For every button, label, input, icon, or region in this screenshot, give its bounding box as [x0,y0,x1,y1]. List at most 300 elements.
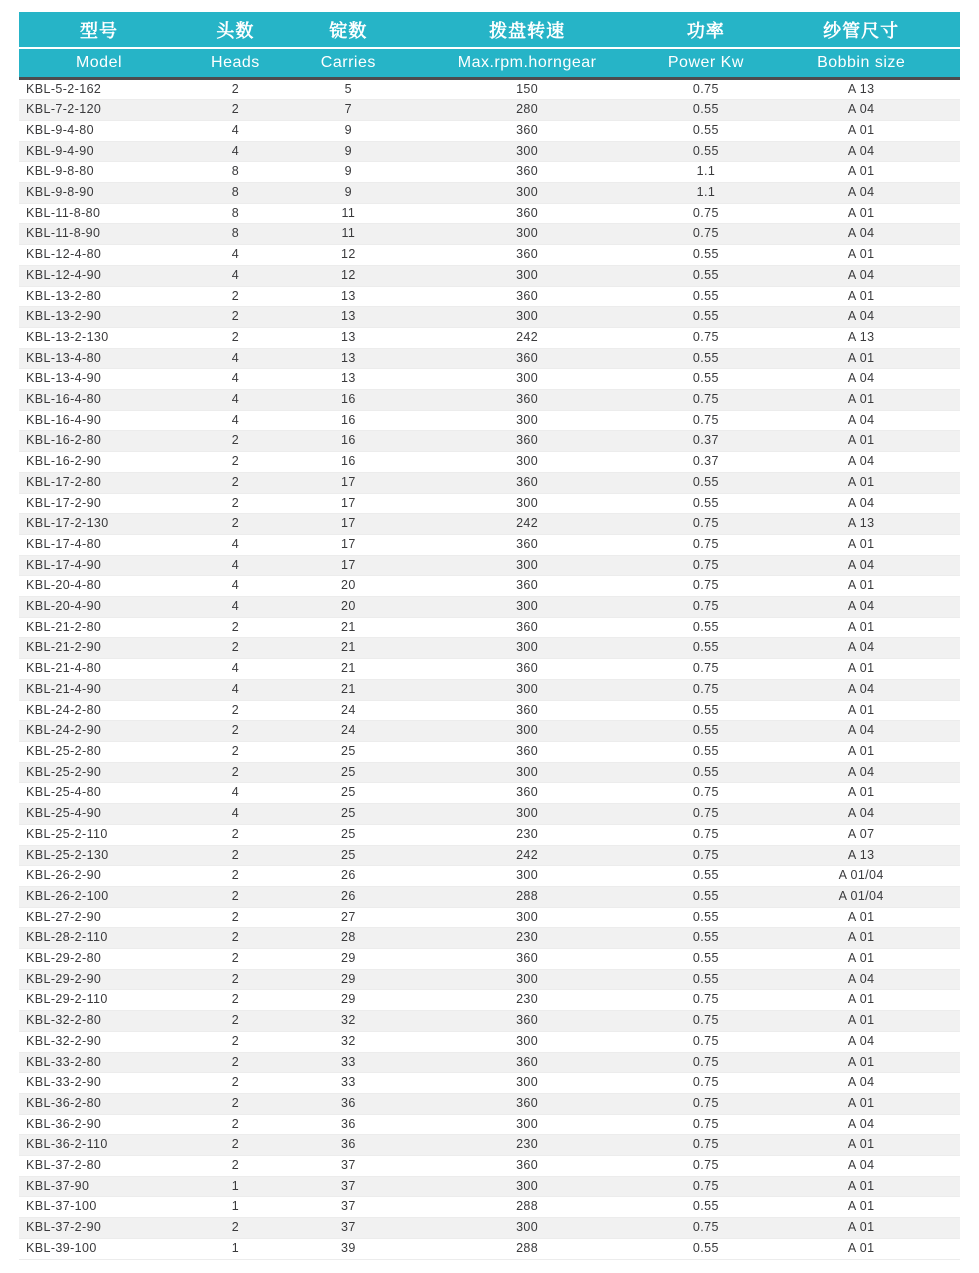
cell-model: KBL-12-4-80 [19,245,179,266]
cell-bobbin: A 01 [762,1093,960,1114]
cell-model: KBL-17-2-130 [19,514,179,535]
cell-model: KBL-17-2-90 [19,493,179,514]
cell-carries: 37 [292,1156,405,1177]
cell-model: KBL-26-2-90 [19,866,179,887]
table-header [19,12,960,78]
cell-rpm: 360 [405,742,650,763]
cell-model: KBL-39-100 [19,1238,179,1259]
table-row [19,1093,960,1114]
cell-carries: 21 [292,679,405,700]
table-row [19,472,960,493]
table-row [19,286,960,307]
cell-model: KBL-33-2-80 [19,1052,179,1073]
column-header-zh-power: 功率 [649,12,762,48]
cell-carries: 25 [292,762,405,783]
cell-carries: 39 [292,1238,405,1259]
cell-heads: 8 [179,203,292,224]
cell-heads: 2 [179,286,292,307]
cell-heads: 4 [179,120,292,141]
cell-model: KBL-9-4-90 [19,141,179,162]
cell-bobbin: A 04 [762,224,960,245]
cell-power: 0.75 [649,1011,762,1032]
cell-bobbin: A 01 [762,1135,960,1156]
cell-carries: 9 [292,162,405,183]
cell-carries: 16 [292,452,405,473]
cell-power: 0.55 [649,472,762,493]
cell-carries: 21 [292,617,405,638]
cell-carries: 20 [292,576,405,597]
cell-bobbin: A 04 [762,100,960,121]
table-row [19,576,960,597]
cell-heads: 1 [179,1197,292,1218]
table-row [19,1031,960,1052]
cell-heads: 2 [179,514,292,535]
cell-power: 0.75 [649,1073,762,1094]
cell-rpm: 360 [405,783,650,804]
cell-rpm: 360 [405,1052,650,1073]
cell-bobbin: A 01 [762,1197,960,1218]
table-row [19,1238,960,1259]
cell-carries: 9 [292,120,405,141]
cell-rpm: 300 [405,762,650,783]
cell-heads: 4 [179,804,292,825]
cell-bobbin: A 01 [762,1238,960,1259]
cell-bobbin: A 04 [762,410,960,431]
cell-bobbin: A 01 [762,245,960,266]
cell-heads: 2 [179,78,292,100]
cell-rpm: 360 [405,1093,650,1114]
cell-carries: 32 [292,1031,405,1052]
table-row [19,1052,960,1073]
cell-bobbin: A 01 [762,1218,960,1239]
table-row [19,866,960,887]
cell-bobbin: A 04 [762,1114,960,1135]
cell-power: 0.75 [649,1052,762,1073]
table-row [19,224,960,245]
column-header-zh-carries: 锭数 [292,12,405,48]
cell-heads: 2 [179,1011,292,1032]
cell-rpm: 360 [405,576,650,597]
cell-bobbin: A 01 [762,659,960,680]
cell-bobbin: A 04 [762,1156,960,1177]
cell-carries: 16 [292,431,405,452]
table-row [19,762,960,783]
cell-bobbin: A 01/04 [762,866,960,887]
cell-heads: 2 [179,907,292,928]
cell-heads: 2 [179,1052,292,1073]
cell-power: 0.55 [649,700,762,721]
cell-carries: 17 [292,534,405,555]
table-row [19,886,960,907]
cell-carries: 17 [292,472,405,493]
cell-model: KBL-11-8-80 [19,203,179,224]
cell-bobbin: A 01 [762,949,960,970]
column-header-zh-bobbin: 纱管尺寸 [762,12,960,48]
cell-heads: 4 [179,679,292,700]
cell-heads: 2 [179,1135,292,1156]
cell-carries: 17 [292,514,405,535]
cell-model: KBL-9-8-80 [19,162,179,183]
cell-heads: 8 [179,224,292,245]
column-header-en-bobbin: Bobbin size [762,48,960,78]
cell-carries: 16 [292,410,405,431]
cell-rpm: 360 [405,162,650,183]
cell-power: 0.75 [649,783,762,804]
cell-bobbin: A 01 [762,203,960,224]
cell-model: KBL-29-2-80 [19,949,179,970]
cell-heads: 1 [179,1238,292,1259]
table-row [19,369,960,390]
table-row [19,1156,960,1177]
cell-heads: 2 [179,928,292,949]
cell-rpm: 360 [405,390,650,411]
cell-carries: 11 [292,203,405,224]
table-row [19,597,960,618]
cell-power: 0.55 [649,1238,762,1259]
cell-rpm: 300 [405,679,650,700]
cell-carries: 20 [292,597,405,618]
cell-carries: 13 [292,307,405,328]
table-row [19,638,960,659]
table-row [19,907,960,928]
table-row [19,493,960,514]
cell-bobbin: A 04 [762,679,960,700]
cell-heads: 4 [179,265,292,286]
cell-carries: 9 [292,141,405,162]
cell-bobbin: A 01 [762,162,960,183]
cell-model: KBL-13-2-80 [19,286,179,307]
cell-carries: 36 [292,1135,405,1156]
cell-rpm: 288 [405,886,650,907]
cell-model: KBL-17-2-80 [19,472,179,493]
cell-carries: 25 [292,804,405,825]
table-row [19,679,960,700]
cell-carries: 11 [292,224,405,245]
cell-power: 0.75 [649,804,762,825]
cell-model: KBL-24-2-80 [19,700,179,721]
cell-bobbin: A 01 [762,783,960,804]
cell-model: KBL-21-2-90 [19,638,179,659]
cell-bobbin: A 01 [762,1011,960,1032]
table-row [19,203,960,224]
cell-carries: 24 [292,700,405,721]
cell-power: 0.55 [649,348,762,369]
cell-model: KBL-32-2-90 [19,1031,179,1052]
cell-model: KBL-12-4-90 [19,265,179,286]
cell-bobbin: A 01/04 [762,886,960,907]
cell-heads: 4 [179,390,292,411]
cell-carries: 32 [292,1011,405,1032]
cell-power: 0.55 [649,369,762,390]
cell-model: KBL-24-2-90 [19,721,179,742]
column-header-zh-heads: 头数 [179,12,292,48]
cell-power: 0.55 [649,886,762,907]
cell-bobbin: A 01 [762,990,960,1011]
cell-power: 0.55 [649,265,762,286]
cell-heads: 4 [179,141,292,162]
cell-bobbin: A 04 [762,969,960,990]
cell-model: KBL-28-2-110 [19,928,179,949]
cell-bobbin: A 04 [762,183,960,204]
cell-power: 0.55 [649,969,762,990]
cell-power: 0.75 [649,514,762,535]
cell-rpm: 230 [405,928,650,949]
table-row [19,183,960,204]
cell-bobbin: A 04 [762,638,960,659]
cell-heads: 4 [179,245,292,266]
cell-heads: 8 [179,162,292,183]
cell-rpm: 360 [405,700,650,721]
cell-rpm: 230 [405,1135,650,1156]
cell-model: KBL-16-4-90 [19,410,179,431]
cell-model: KBL-13-2-130 [19,327,179,348]
table-row [19,1135,960,1156]
cell-carries: 13 [292,369,405,390]
cell-carries: 25 [292,742,405,763]
header-row-chinese [19,12,960,48]
cell-rpm: 300 [405,183,650,204]
cell-power: 0.75 [649,1114,762,1135]
cell-carries: 9 [292,183,405,204]
cell-power: 0.55 [649,638,762,659]
table-row [19,824,960,845]
cell-heads: 2 [179,1031,292,1052]
cell-rpm: 242 [405,845,650,866]
cell-rpm: 360 [405,534,650,555]
cell-heads: 2 [179,1156,292,1177]
cell-rpm: 300 [405,410,650,431]
cell-carries: 37 [292,1176,405,1197]
cell-heads: 2 [179,307,292,328]
cell-rpm: 300 [405,866,650,887]
cell-power: 0.55 [649,907,762,928]
column-header-en-power: Power Kw [649,48,762,78]
cell-carries: 12 [292,245,405,266]
cell-bobbin: A 13 [762,327,960,348]
cell-rpm: 300 [405,224,650,245]
cell-carries: 13 [292,327,405,348]
cell-heads: 2 [179,824,292,845]
cell-power: 0.55 [649,721,762,742]
table-row [19,245,960,266]
cell-power: 0.75 [649,555,762,576]
cell-rpm: 300 [405,369,650,390]
cell-rpm: 300 [405,555,650,576]
cell-heads: 4 [179,783,292,804]
cell-bobbin: A 13 [762,78,960,100]
machine-spec-table [19,12,960,1260]
cell-model: KBL-25-2-130 [19,845,179,866]
cell-carries: 27 [292,907,405,928]
cell-heads: 4 [179,410,292,431]
cell-carries: 17 [292,555,405,576]
cell-bobbin: A 13 [762,845,960,866]
table-row [19,783,960,804]
cell-heads: 2 [179,638,292,659]
cell-carries: 29 [292,969,405,990]
table-row [19,969,960,990]
header-row-english [19,48,960,78]
cell-power: 0.55 [649,866,762,887]
cell-bobbin: A 01 [762,1052,960,1073]
cell-model: KBL-25-2-110 [19,824,179,845]
cell-power: 0.75 [649,1156,762,1177]
cell-power: 0.75 [649,78,762,100]
cell-rpm: 360 [405,286,650,307]
cell-power: 0.55 [649,762,762,783]
cell-power: 0.55 [649,1197,762,1218]
cell-rpm: 300 [405,1031,650,1052]
table-row [19,1114,960,1135]
cell-model: KBL-13-4-90 [19,369,179,390]
cell-rpm: 360 [405,120,650,141]
cell-heads: 2 [179,1114,292,1135]
cell-rpm: 300 [405,307,650,328]
cell-rpm: 360 [405,348,650,369]
table-row [19,700,960,721]
cell-model: KBL-32-2-80 [19,1011,179,1032]
cell-rpm: 300 [405,265,650,286]
cell-power: 0.75 [649,327,762,348]
cell-power: 0.75 [649,1176,762,1197]
cell-heads: 4 [179,576,292,597]
cell-heads: 2 [179,431,292,452]
cell-power: 0.75 [649,534,762,555]
table-row [19,307,960,328]
cell-rpm: 300 [405,493,650,514]
cell-rpm: 360 [405,472,650,493]
cell-rpm: 300 [405,1114,650,1135]
cell-model: KBL-9-8-90 [19,183,179,204]
cell-power: 1.1 [649,183,762,204]
cell-heads: 2 [179,1093,292,1114]
cell-heads: 8 [179,183,292,204]
table-row [19,534,960,555]
cell-carries: 13 [292,348,405,369]
cell-power: 0.75 [649,1218,762,1239]
cell-bobbin: A 04 [762,1073,960,1094]
cell-carries: 7 [292,100,405,121]
cell-heads: 1 [179,1176,292,1197]
table-row [19,659,960,680]
cell-heads: 2 [179,886,292,907]
cell-bobbin: A 04 [762,369,960,390]
cell-model: KBL-37-2-80 [19,1156,179,1177]
cell-power: 0.55 [649,617,762,638]
cell-bobbin: A 01 [762,431,960,452]
cell-carries: 33 [292,1052,405,1073]
cell-heads: 4 [179,659,292,680]
cell-model: KBL-29-2-90 [19,969,179,990]
cell-rpm: 360 [405,245,650,266]
cell-bobbin: A 01 [762,742,960,763]
table-row [19,617,960,638]
cell-rpm: 360 [405,431,650,452]
cell-model: KBL-13-2-90 [19,307,179,328]
column-header-en-model: Model [19,48,179,78]
table-row [19,555,960,576]
cell-rpm: 360 [405,1011,650,1032]
cell-rpm: 230 [405,990,650,1011]
column-header-en-rpm: Max.rpm.horngear [405,48,650,78]
cell-power: 0.37 [649,452,762,473]
table-row [19,928,960,949]
cell-model: KBL-16-4-80 [19,390,179,411]
cell-heads: 2 [179,721,292,742]
cell-rpm: 360 [405,949,650,970]
cell-carries: 33 [292,1073,405,1094]
cell-heads: 2 [179,742,292,763]
cell-heads: 2 [179,969,292,990]
cell-rpm: 150 [405,78,650,100]
cell-rpm: 280 [405,100,650,121]
table-row [19,348,960,369]
cell-heads: 4 [179,597,292,618]
cell-rpm: 300 [405,1073,650,1094]
cell-rpm: 360 [405,659,650,680]
cell-power: 0.75 [649,1093,762,1114]
table-row [19,949,960,970]
cell-rpm: 300 [405,969,650,990]
cell-heads: 2 [179,452,292,473]
cell-rpm: 300 [405,804,650,825]
cell-bobbin: A 04 [762,141,960,162]
cell-model: KBL-7-2-120 [19,100,179,121]
cell-power: 0.75 [649,597,762,618]
cell-power: 0.55 [649,742,762,763]
cell-model: KBL-25-2-80 [19,742,179,763]
cell-carries: 21 [292,659,405,680]
cell-bobbin: A 01 [762,907,960,928]
cell-heads: 4 [179,555,292,576]
cell-carries: 17 [292,493,405,514]
cell-model: KBL-37-2-90 [19,1218,179,1239]
cell-power: 0.75 [649,1135,762,1156]
cell-power: 0.75 [649,990,762,1011]
cell-power: 0.55 [649,286,762,307]
cell-rpm: 360 [405,617,650,638]
table-row [19,78,960,100]
cell-power: 0.75 [649,203,762,224]
cell-model: KBL-20-4-90 [19,597,179,618]
cell-model: KBL-17-4-80 [19,534,179,555]
table-row [19,514,960,535]
cell-model: KBL-37-90 [19,1176,179,1197]
cell-carries: 29 [292,990,405,1011]
cell-power: 0.55 [649,120,762,141]
cell-rpm: 242 [405,514,650,535]
cell-bobbin: A 07 [762,824,960,845]
cell-carries: 37 [292,1197,405,1218]
cell-bobbin: A 04 [762,555,960,576]
cell-bobbin: A 01 [762,617,960,638]
table-row [19,265,960,286]
cell-heads: 4 [179,534,292,555]
cell-heads: 2 [179,617,292,638]
cell-power: 0.75 [649,824,762,845]
cell-model: KBL-21-4-90 [19,679,179,700]
cell-bobbin: A 01 [762,390,960,411]
cell-heads: 2 [179,472,292,493]
cell-carries: 28 [292,928,405,949]
table-row [19,452,960,473]
cell-bobbin: A 04 [762,452,960,473]
cell-model: KBL-25-4-90 [19,804,179,825]
cell-rpm: 300 [405,452,650,473]
cell-rpm: 300 [405,721,650,742]
column-header-en-heads: Heads [179,48,292,78]
cell-model: KBL-16-2-90 [19,452,179,473]
